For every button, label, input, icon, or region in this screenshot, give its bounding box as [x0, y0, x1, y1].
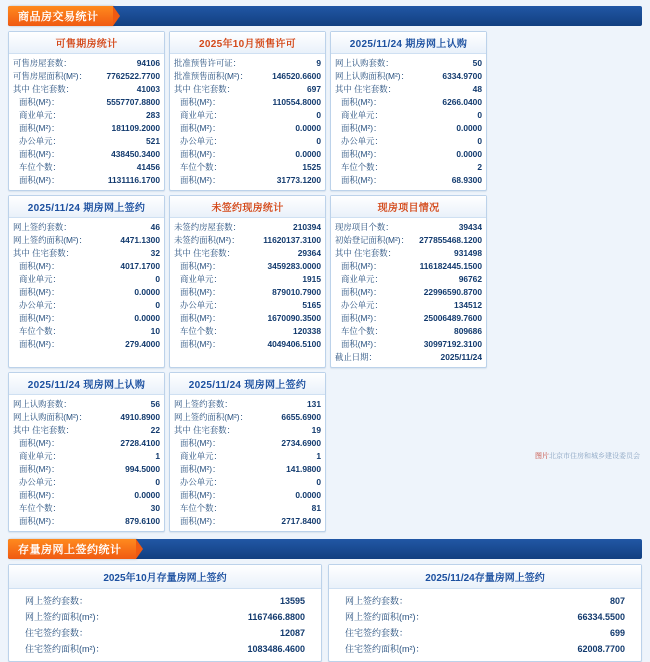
row-value: 131	[307, 399, 321, 409]
row-value: 2734.6900	[281, 438, 321, 448]
row-label: 面积(M²)：	[180, 339, 221, 349]
section-title-commodity-housing: 商品房交易统计	[8, 6, 113, 26]
row-label: 网上认购套数：	[13, 399, 72, 409]
row-label: 批准预售面积(M²)：	[174, 71, 248, 81]
row-label: 面积(M²)：	[341, 339, 382, 349]
row-value: 41456	[136, 162, 160, 172]
row-label: 面积(M²)：	[19, 123, 60, 133]
row-value: 31773.1200	[276, 175, 321, 185]
row-value: 22996590.8700	[423, 287, 482, 297]
card-rows	[9, 395, 164, 528]
row-label: 商业单元：	[180, 274, 222, 284]
card-existing-online-subscription	[8, 372, 165, 532]
row-label: 面积(M²)：	[180, 175, 221, 185]
row-value: 146520.6600	[272, 71, 321, 81]
row-value: 283	[146, 110, 160, 120]
row-value: 2728.4100	[120, 438, 160, 448]
row-label: 面积(M²)：	[19, 339, 60, 349]
row-value: 521	[146, 136, 160, 146]
row-value: 96762	[458, 274, 482, 284]
row-label: 车位个数：	[180, 326, 222, 336]
row-value: 0.0000	[456, 123, 482, 133]
row-value: 50	[472, 58, 482, 68]
row-value: 120338	[293, 326, 321, 336]
row-value: 1131116.1700	[107, 175, 160, 185]
row-value: 0	[155, 274, 160, 284]
row-value: 0	[155, 300, 160, 310]
card-title: 2025/11/24存量房网上签约	[329, 565, 641, 589]
row-value: 7762522.7700	[106, 71, 160, 81]
row-label: 面积(M²)：	[180, 97, 221, 107]
row-label: 办公单元：	[19, 136, 61, 146]
row-label: 办公单元：	[180, 477, 222, 487]
row-label: 车位个数：	[341, 162, 383, 172]
row-label: 面积(M²)：	[19, 490, 60, 500]
row-value: 5557707.8800	[106, 97, 160, 107]
section-header-commodity-housing	[8, 6, 642, 26]
row-label: 面积(M²)：	[341, 261, 382, 271]
card-title: 2025/11/24 期房网上签约	[9, 196, 164, 218]
row-label: 面积(M²)：	[180, 490, 221, 500]
row-value: 2025/11/24	[440, 352, 482, 362]
row-value: 210394	[293, 222, 321, 232]
row-label: 网上签约面积(M²)：	[13, 235, 87, 245]
row-value: 0.0000	[456, 149, 482, 159]
row-value: 0.0000	[295, 149, 321, 159]
row-value: 807	[609, 596, 625, 606]
row-value: 181109.2000	[111, 123, 160, 133]
row-value: 46	[150, 222, 160, 232]
row-label: 面积(M²)：	[341, 313, 382, 323]
row-label: 其中 住宅套数：	[174, 84, 235, 94]
card-rows	[329, 589, 641, 657]
row-label: 面积(M²)：	[19, 97, 60, 107]
row-value: 19	[311, 425, 321, 435]
row-value: 0.0000	[134, 313, 160, 323]
row-value: 32	[150, 248, 160, 258]
row-label: 面积(M²)：	[19, 464, 60, 474]
row-label: 住宅签约面积(m²)：	[345, 644, 425, 654]
row-label: 面积(M²)：	[19, 313, 60, 323]
row-value: 6655.6900	[281, 412, 321, 422]
row-value: 0	[477, 110, 482, 120]
row-label: 网上认购套数：	[335, 58, 394, 68]
card-rows	[9, 54, 164, 187]
row-value: 12087	[279, 628, 305, 638]
row-label: 其中 住宅套数：	[174, 425, 235, 435]
row-value: 81	[311, 503, 321, 513]
row-value: 48	[472, 84, 482, 94]
row-value: 879010.7900	[272, 287, 321, 297]
row-value: 4471.1300	[120, 235, 160, 245]
row-value: 6266.0400	[442, 97, 482, 107]
row-label: 车位个数：	[19, 326, 61, 336]
row-value: 0.0000	[295, 123, 321, 133]
row-value: 1	[316, 451, 321, 461]
row-value: 0	[316, 477, 321, 487]
row-label: 面积(M²)：	[19, 149, 60, 159]
card-title: 2025/11/24 期房网上认购	[331, 32, 486, 54]
card-rows	[170, 54, 325, 187]
row-label: 办公单元：	[341, 136, 383, 146]
row-label: 商业单元：	[180, 110, 222, 120]
row-value: 994.5000	[125, 464, 160, 474]
card-existing-online-contract	[169, 372, 326, 532]
card-stock-monthly-contract	[8, 564, 322, 662]
row-value: 809686	[454, 326, 482, 336]
row-value: 0	[477, 136, 482, 146]
source-name: 北京市住房和城乡建设委员会	[549, 453, 640, 460]
row-label: 车位个数：	[180, 503, 222, 513]
row-label: 面积(M²)：	[341, 97, 382, 107]
row-label: 面积(M²)：	[180, 149, 221, 159]
card-available-presale	[8, 31, 165, 191]
row-label: 其中 住宅套数：	[13, 248, 74, 258]
row-value: 699	[609, 628, 625, 638]
row-label: 面积(M²)：	[180, 516, 221, 526]
row-value: 13595	[279, 596, 305, 606]
card-title: 2025年10月存量房网上签约	[9, 565, 321, 589]
row-label: 车位个数：	[180, 162, 222, 172]
card-rows	[331, 218, 486, 364]
source-prefix: 图片	[535, 453, 549, 460]
row-label: 未签约房屋套数：	[174, 222, 241, 232]
row-value: 438450.3400	[111, 149, 160, 159]
row-label: 面积(M²)：	[180, 464, 221, 474]
row-label: 网上认购面积(M²)：	[13, 412, 87, 422]
row-label: 网上签约面积(m²)：	[25, 612, 105, 622]
card-existing-project-status	[330, 195, 487, 368]
row-value: 29364	[297, 248, 321, 258]
row-label: 其中 住宅套数：	[335, 84, 396, 94]
row-label: 网上签约套数：	[345, 596, 409, 606]
section-header-stock-housing	[8, 539, 642, 559]
row-label: 面积(M²)：	[341, 149, 382, 159]
row-value: 0.0000	[134, 490, 160, 500]
row-label: 商业单元：	[19, 274, 61, 284]
row-label: 现房项目个数：	[335, 222, 394, 232]
row-value: 141.9800	[286, 464, 321, 474]
row-value: 4049406.5100	[267, 339, 321, 349]
row-label: 办公单元：	[19, 300, 61, 310]
row-label: 商业单元：	[341, 110, 383, 120]
row-label: 面积(M²)：	[341, 175, 382, 185]
row-label: 商业单元：	[19, 110, 61, 120]
row-label: 面积(M²)：	[180, 123, 221, 133]
row-value: 25006489.7600	[423, 313, 482, 323]
card-rows	[331, 54, 486, 187]
row-label: 商业单元：	[180, 451, 222, 461]
row-value: 66334.5500	[577, 612, 625, 622]
row-label: 面积(M²)：	[19, 516, 60, 526]
section-title-stock-housing: 存量房网上签约统计	[8, 539, 136, 559]
row-label: 面积(M²)：	[19, 175, 60, 185]
row-label: 办公单元：	[180, 136, 222, 146]
card-title: 2025/11/24 现房网上认购	[9, 373, 164, 395]
row-label: 面积(M²)：	[341, 123, 382, 133]
row-value: 11620137.3100	[263, 235, 321, 245]
row-value: 134512	[454, 300, 482, 310]
image-source-credit	[535, 451, 640, 461]
row-label: 面积(M²)：	[180, 438, 221, 448]
row-label: 网上签约面积(m²)：	[345, 612, 425, 622]
card-unsigned-existing	[169, 195, 326, 368]
row-label: 车位个数：	[19, 162, 61, 172]
card-stock-daily-contract	[328, 564, 642, 662]
row-value: 0	[316, 136, 321, 146]
row-label: 面积(M²)：	[341, 287, 382, 297]
row-label: 网上认购面积(M²)：	[335, 71, 409, 81]
row-value: 0	[155, 477, 160, 487]
card-title: 未签约现房统计	[170, 196, 325, 218]
row-label: 商业单元：	[19, 451, 61, 461]
row-value: 4017.1700	[120, 261, 160, 271]
row-value: 10	[150, 326, 160, 336]
row-label: 面积(M²)：	[180, 287, 221, 297]
row-label: 面积(M²)：	[19, 287, 60, 297]
card-rows	[9, 218, 164, 351]
card-rows	[9, 589, 321, 657]
row-value: 931498	[454, 248, 482, 258]
card-title: 现房项目情况	[331, 196, 486, 218]
row-label: 截止日期：	[335, 352, 377, 362]
row-label: 其中 住宅套数：	[335, 248, 396, 258]
card-title: 2025/11/24 现房网上签约	[170, 373, 325, 395]
card-presale-online-contract	[8, 195, 165, 368]
row-value: 2	[477, 162, 482, 172]
row-label: 网上签约套数：	[25, 596, 89, 606]
row-label: 其中 住宅套数：	[13, 84, 74, 94]
card-title: 2025年10月预售许可	[170, 32, 325, 54]
row-value: 39434	[458, 222, 482, 232]
row-value: 1915	[302, 274, 321, 284]
row-value: 1	[155, 451, 160, 461]
row-label: 批准预售许可证：	[174, 58, 241, 68]
row-value: 697	[307, 84, 321, 94]
row-value: 3459283.0000	[267, 261, 321, 271]
row-label: 可售房屋面积(M²)：	[13, 71, 87, 81]
row-value: 22	[150, 425, 160, 435]
row-value: 5165	[302, 300, 321, 310]
row-label: 车位个数：	[19, 503, 61, 513]
row-label: 商业单元：	[341, 274, 383, 284]
row-label: 初始登记面积(M²)：	[335, 235, 409, 245]
row-value: 0.0000	[295, 490, 321, 500]
row-label: 网上签约套数：	[174, 399, 233, 409]
row-value: 279.4000	[125, 339, 160, 349]
row-value: 62008.7700	[577, 644, 625, 654]
row-value: 110554.8000	[272, 97, 321, 107]
card-presale-permit	[169, 31, 326, 191]
row-value: 6334.9700	[442, 71, 482, 81]
row-label: 住宅签约面积(m²)：	[25, 644, 105, 654]
row-value: 277855468.1200	[419, 235, 482, 245]
row-value: 56	[150, 399, 160, 409]
row-value: 68.9300	[451, 175, 482, 185]
row-label: 未签约面积(M²)：	[174, 235, 240, 245]
row-value: 1670090.3500	[267, 313, 321, 323]
row-value: 30997192.3100	[423, 339, 482, 349]
row-value: 1525	[302, 162, 321, 172]
row-value: 879.6100	[125, 516, 160, 526]
row-value: 116182445.1500	[419, 261, 482, 271]
row-label: 可售房屋套数：	[13, 58, 72, 68]
card-rows	[170, 218, 325, 351]
card-rows	[170, 395, 325, 528]
row-value: 94106	[136, 58, 160, 68]
row-label: 面积(M²)：	[19, 261, 60, 271]
row-value: 1083486.4600	[247, 644, 305, 654]
row-label: 网上签约套数：	[13, 222, 72, 232]
card-presale-online-subscription	[330, 31, 487, 191]
row-value: 41003	[136, 84, 160, 94]
row-label: 住宅签约套数：	[345, 628, 409, 638]
row-label: 办公单元：	[180, 300, 222, 310]
card-title: 可售期房统计	[9, 32, 164, 54]
row-label: 其中 住宅套数：	[13, 425, 74, 435]
row-label: 其中 住宅套数：	[174, 248, 235, 258]
row-label: 车位个数：	[341, 326, 383, 336]
row-label: 面积(M²)：	[19, 438, 60, 448]
row-value: 0.0000	[134, 287, 160, 297]
row-label: 办公单元：	[19, 477, 61, 487]
row-label: 网上签约面积(M²)：	[174, 412, 248, 422]
row-value: 30	[150, 503, 160, 513]
row-value: 9	[316, 58, 321, 68]
row-label: 办公单元：	[341, 300, 383, 310]
row-value: 1167466.8800	[247, 612, 305, 622]
row-label: 面积(M²)：	[180, 313, 221, 323]
row-value: 2717.8400	[281, 516, 321, 526]
stock-housing-card-grid	[8, 564, 642, 662]
row-label: 面积(M²)：	[180, 261, 221, 271]
row-label: 住宅签约套数：	[25, 628, 89, 638]
row-value: 4910.8900	[120, 412, 160, 422]
row-value: 0	[316, 110, 321, 120]
